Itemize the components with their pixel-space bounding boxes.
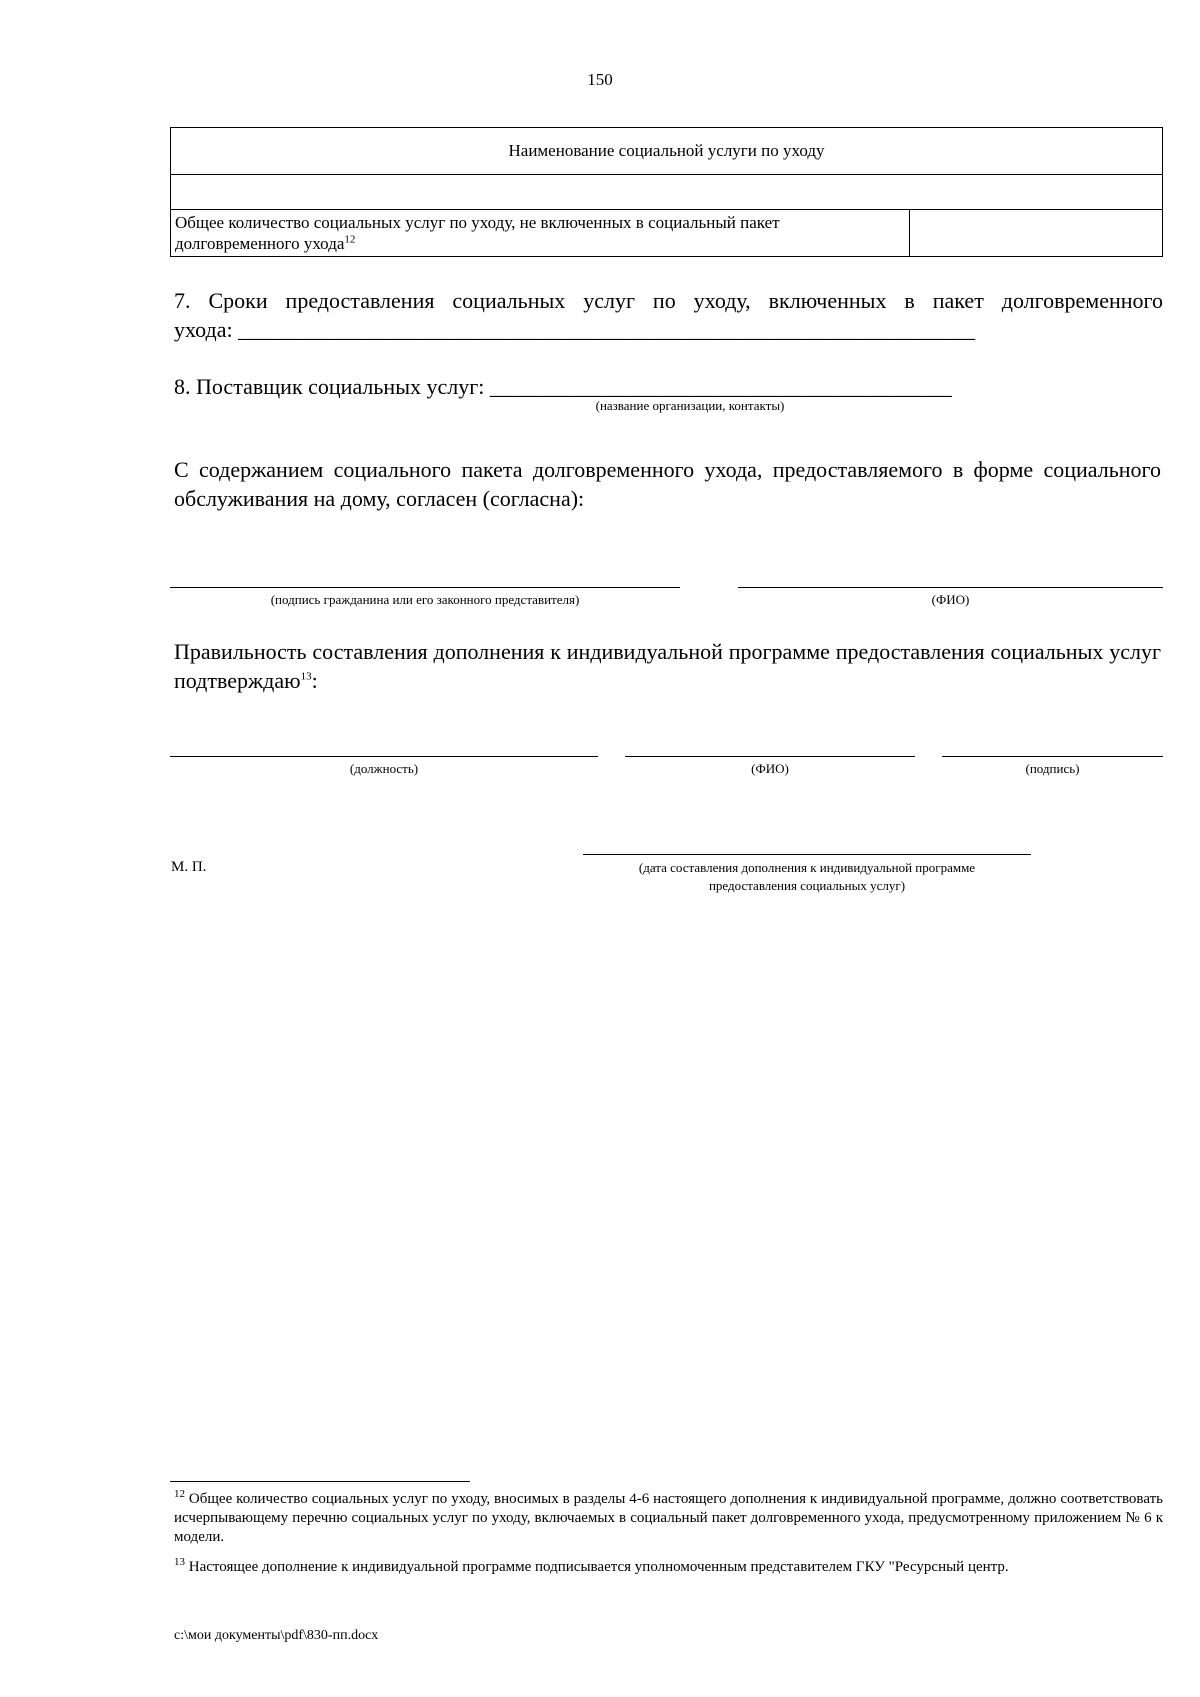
footnote-13-text: Настоящее дополнение к индивидуальной программе подписывается уполномоченным представителем ГКУ "Ресурсный центр.	[185, 1559, 1009, 1575]
official-signature-caption: (подпись)	[1025, 761, 1080, 776]
section-7-text2: ухода:	[174, 317, 239, 342]
confirmation-text	[174, 637, 1161, 695]
confirmation-suffix: :	[311, 668, 318, 693]
consent-text: С содержанием социального пакета долговременного ухода, предоставляемого в форме социального обслуживания на дому, согласен (согласна):	[174, 457, 1161, 511]
official-position-line[interactable]	[170, 756, 598, 757]
footnote-12-text: Общее количество социальных услуг по уходу, вносимых в разделы 4-6 настоящего дополнения к индивидуальной программе, должно соответствовать исчерпывающему перечню социальных услуг по уходу, включаемых в социальный пакет долговременного ухода, предусмотренному приложением № 6 к модели.	[174, 1491, 1163, 1545]
date-caption	[560, 859, 1054, 895]
section-8-blank[interactable]: __________________________________________	[489, 374, 952, 399]
official-position-caption: (должность)	[349, 761, 419, 776]
provider-caption: (название организации, контакты)	[595, 398, 785, 413]
footnote-13	[174, 1558, 1163, 1577]
footnote-13-ref: 13	[174, 1556, 185, 1568]
date-caption-line1: (дата составления дополнения к индивидуальной программе	[638, 860, 976, 875]
section-8-text: 8. Поставщик социальных услуг:	[174, 374, 490, 399]
table-header: Наименование социальной услуги по уходу	[171, 128, 1163, 175]
official-signature-line[interactable]	[942, 756, 1163, 757]
citizen-fio-line[interactable]	[738, 587, 1163, 588]
footer-file-path: c:\мои документы\pdf\830-пп.docx	[174, 1628, 379, 1643]
services-table	[170, 127, 1163, 257]
page-number: 150	[587, 70, 613, 89]
section-7-blank[interactable]: ___________________________________________________________________	[238, 317, 976, 342]
total-services-text: Общее количество социальных услуг по уходу, не включенных в социальный пакет долговременного ухода	[175, 213, 780, 253]
stamp-label: М. П.	[171, 859, 207, 875]
section-7-line2	[174, 315, 1163, 344]
citizen-signature-line[interactable]	[170, 587, 680, 588]
footnote-12-ref: 12	[174, 1488, 185, 1500]
citizen-signature-caption: (подпись гражданина или его законного представителя)	[270, 592, 580, 607]
total-services-label	[171, 210, 910, 257]
table-empty-row	[171, 175, 1163, 210]
footnote-12	[174, 1490, 1163, 1547]
section-8-line	[174, 372, 1134, 401]
citizen-fio-caption: (ФИО)	[931, 592, 970, 607]
footnote-ref-12: 12	[344, 233, 356, 246]
official-fio-line[interactable]	[625, 756, 915, 757]
footnote-separator	[170, 1481, 470, 1482]
section-7-text: 7. Сроки предоставления социальных услуг по уходу, включенных в пакет долговременного	[174, 288, 1163, 313]
date-line[interactable]	[583, 854, 1031, 855]
official-fio-caption: (ФИО)	[751, 761, 789, 776]
confirmation-body: Правильность составления дополнения к индивидуальной программе предоставления социальных услуг подтверждаю	[174, 639, 1161, 693]
total-services-value[interactable]	[910, 210, 1163, 257]
date-caption-line2: предоставления социальных услуг)	[708, 878, 906, 893]
footnote-ref-13: 13	[300, 670, 312, 683]
